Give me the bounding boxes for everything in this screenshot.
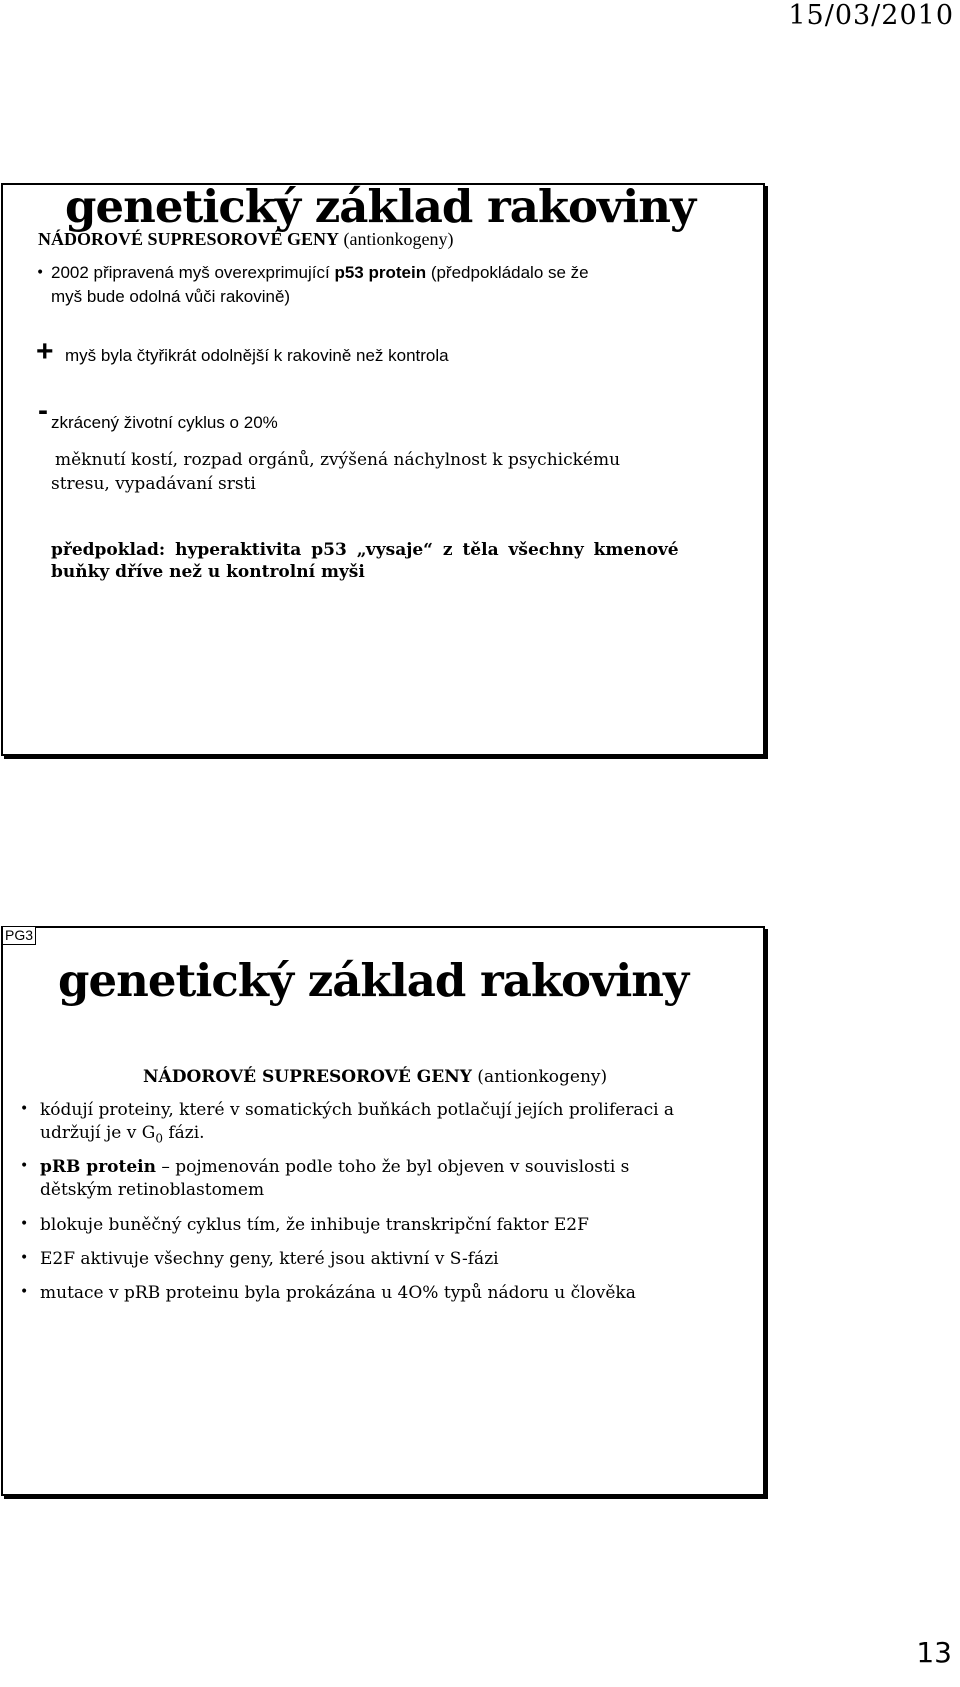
bullet-icon: • (20, 1284, 29, 1300)
print-date: 15/03/2010 (788, 0, 954, 31)
slide-2-bullet-2: pRB protein – pojmenován podle toho že byl objeven v souvislosti s (40, 1157, 630, 1177)
bullet-icon: • (20, 1101, 29, 1117)
slide-2 (1, 926, 765, 1496)
slide-1-hypothesis-1: předpoklad: hyperaktivita p53 „vysaje“ z těla všechny kmenové (51, 540, 679, 560)
slide-tag: PG3 (2, 926, 36, 945)
slide-2-bullet-4: E2F aktivuje všechny geny, které jsou aktivní v S-fázi (40, 1249, 499, 1269)
slide-1-effects-1: měknutí kostí, rozpad orgánů, zvýšená náchylnost k psychickému (55, 450, 621, 470)
plus-symbol: + (36, 335, 54, 368)
slide-2-subtitle: NÁDOROVÉ SUPRESOROVÉ GENY (antionkogeny) (143, 1067, 608, 1087)
slide-1-minus-text: zkrácený životní cyklus o 20% (51, 413, 278, 432)
slide-1-bullet-1-cont: myš bude odolná vůči rakovině) (51, 287, 291, 306)
slide-2-bullet-3: blokuje buněčný cyklus tím, že inhibuje transkripční faktor E2F (40, 1215, 589, 1235)
bullet-icon: • (20, 1216, 29, 1232)
slide-1 (1, 180, 765, 756)
slide-2-bullet-2-cont: dětským retinoblastomem (40, 1180, 265, 1200)
bullet-icon: • (20, 1158, 29, 1174)
slide-1-bullet-1: 2002 připravená myš overexprimující p53 protein (předpokládalo se že (51, 263, 589, 282)
bullet-icon: • (20, 1250, 29, 1266)
bullet-icon: • (36, 265, 45, 281)
slide-1-plus-text: myš byla čtyřikrát odolnější k rakovině než kontrola (65, 346, 449, 365)
minus-symbol: - (38, 394, 48, 427)
slide-1-subtitle: NÁDOROVÉ SUPRESOROVÉ GENY (antionkogeny) (38, 229, 454, 249)
slide-2-bullet-5: mutace v pRB proteinu byla prokázána u 4O% typů nádoru u člověka (40, 1283, 636, 1303)
slide-2-bullet-1-cont: udržují je v $G_0$ fázi. (40, 1123, 205, 1146)
slide-1-title: genetický základ rakoviny (65, 180, 696, 233)
slide-1-hypothesis-2: buňky dříve než u kontrolní myši (51, 562, 365, 582)
slide-1-effects-2: stresu, vypadávaní srsti (51, 474, 256, 494)
slide-2-title: genetický základ rakoviny (58, 954, 689, 1007)
page-number: 13 (916, 1636, 952, 1669)
slide-2-bullet-1: kódují proteiny, které v somatických buňkách potlačují jejích proliferaci a (40, 1100, 675, 1120)
